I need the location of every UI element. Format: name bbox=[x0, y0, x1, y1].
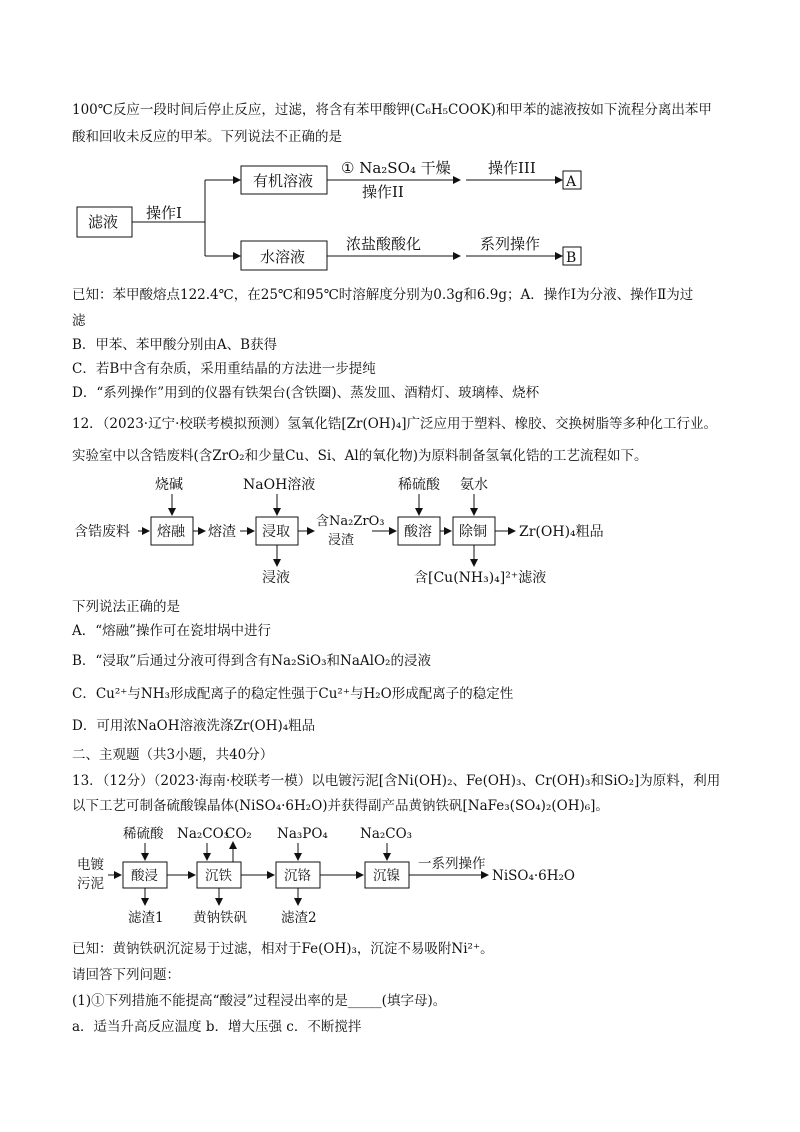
jarosite-label: 黄钠铁矾 bbox=[193, 910, 247, 926]
question-13-known: 已知：黄钠铁矾沉淀易于过滤，相对于Fe(OH)₃，沉淀不易吸附Ni²⁺。 bbox=[72, 941, 494, 957]
question-13-line-1: 13．（12分）（2023·海南·校联考一模）以电镀污泥[含Ni(OH)₂、Fe(OH)₃、Cr(OH)₃和SiO₂]为原料，利用 bbox=[72, 773, 721, 789]
acid-dissolve-label: 酸溶 bbox=[404, 524, 432, 540]
leach-label: 浸取 bbox=[262, 524, 290, 540]
option-c: C．若B中含有杂质，采用重结晶的方法进一步提纯 bbox=[72, 361, 376, 377]
iron-precipitate-label: 沉铁 bbox=[205, 868, 232, 884]
known-line-1: 已知：苯甲酸熔点122.4℃，在25℃和95℃时溶解度分别为0.3g和6.9g；A．操作Ⅰ为分液、操作Ⅱ为过 bbox=[72, 287, 694, 303]
intro-line-2: 酸和回收未反应的甲苯。下列说法不正确的是 bbox=[72, 129, 342, 145]
question-12-line-2: 实验室中以含锆废料(含ZrO₂和少量Cu、Si、Al的氧化物)为原料制备氢氧化锆的工艺流程如下。 bbox=[72, 448, 648, 464]
acid-leach-label: 酸浸 bbox=[131, 868, 158, 884]
melt-slag-label: 熔渣 bbox=[208, 524, 236, 540]
chromium-precipitate-label: 沉铬 bbox=[284, 868, 311, 884]
f3-na2co3-label-1: Na₂CO₃ bbox=[177, 826, 230, 842]
residue-1-label: 滤渣1 bbox=[128, 910, 164, 926]
filtrate-label: 滤液 bbox=[88, 213, 119, 231]
intro-line-1: 100℃反应一段时间后停止反应，过滤，将含有苯甲酸钾(C₆H₅COOK)和甲苯的滤液按如下流程分离出苯甲 bbox=[72, 102, 712, 118]
nickel-precipitate-label: 沉镍 bbox=[373, 868, 400, 884]
copper-filtrate-label: 含[Cu(NH₃)₄]²⁺滤液 bbox=[414, 570, 547, 586]
f3-na2co3-label-2: Na₂CO₃ bbox=[360, 826, 413, 842]
leachate-label: 浸液 bbox=[262, 570, 290, 586]
aqueous-solution-label: 水溶液 bbox=[260, 248, 306, 266]
question-12-option-d: D．可用浓NaOH溶液洗涤Zr(OH)₄粗品 bbox=[72, 718, 316, 734]
f3-series-operation-label: 一系列操作 bbox=[418, 856, 486, 872]
remove-copper-label: 除铜 bbox=[459, 524, 487, 540]
f3-dilute-acid-label: 稀硫酸 bbox=[123, 826, 164, 842]
f3-co2-label: CO₂ bbox=[225, 826, 252, 842]
drying-label: ① Na₂SO₄ 干燥 bbox=[341, 159, 451, 177]
naoh-solution-label: NaOH溶液 bbox=[243, 477, 316, 493]
product-b-label: B bbox=[566, 250, 577, 266]
question-12-option-a: A．“熔融”操作可在瓷坩埚中进行 bbox=[72, 623, 272, 639]
caustic-soda-label: 烧碱 bbox=[155, 477, 183, 493]
operation-2-label: 操作II bbox=[362, 183, 404, 201]
f3-na3po4-label: Na₃PO₄ bbox=[277, 826, 328, 842]
question-12-line-1: 12．（2023·辽宁·校联考模拟预测）氢氧化锆[Zr(OH)₄]广泛应用于塑料、橡胶、交换树脂等多种化工行业。 bbox=[72, 416, 718, 432]
question-12-prompt: 下列说法正确的是 bbox=[72, 599, 180, 615]
known-line-2: 滤 bbox=[72, 313, 86, 329]
melt-label: 熔融 bbox=[157, 524, 185, 540]
product-a-label: A bbox=[566, 174, 577, 190]
question-12-option-c: C．Cu²⁺与NH₃形成配离子的稳定性强于Cu²⁺与H₂O形成配离子的稳定性 bbox=[72, 686, 514, 702]
option-b: B．甲苯、苯甲酸分别由A、B获得 bbox=[72, 337, 278, 353]
series-operation-label: 系列操作 bbox=[480, 235, 541, 253]
operation-3-label: 操作III bbox=[488, 159, 536, 177]
sludge-label-1: 电镀 bbox=[77, 857, 104, 873]
crude-product-label: Zr(OH)₄粗品 bbox=[519, 524, 604, 540]
acidify-label: 浓盐酸酸化 bbox=[346, 235, 422, 253]
question-13-choices: a．适当升高反应温度 b．增大压强 c．不断搅拌 bbox=[72, 1019, 362, 1035]
question-13-line-2: 以下工艺可制备硫酸镍晶体(NiSO₄·6H₂O)并获得副产品黄钠铁矾[NaFe₃(SO₄)₂(OH)₆]。 bbox=[72, 798, 609, 814]
sludge-label-2: 污泥 bbox=[77, 876, 104, 892]
residue-label-2: 浸渣 bbox=[328, 533, 355, 548]
section-heading: 二、主观题（共3小题，共40分） bbox=[72, 747, 274, 763]
ammonia-label: 氨水 bbox=[460, 477, 488, 493]
residue-2-label: 滤渣2 bbox=[281, 910, 317, 926]
option-d: D．“系列操作”用到的仪器有铁架台(含铁圈)、蒸发皿、酒精灯、玻璃棒、烧杯 bbox=[72, 385, 540, 401]
residue-label-1: 含Na₂ZrO₃ bbox=[316, 514, 385, 529]
question-12-option-b: B．“浸取”后通过分液可得到含有Na₂SiO₃和NaAlO₂的浸液 bbox=[72, 653, 431, 669]
nickel-sulfate-product-label: NiSO₄·6H₂O bbox=[492, 868, 575, 884]
dilute-acid-label: 稀硫酸 bbox=[398, 477, 440, 493]
zirconium-waste-label: 含锆废料 bbox=[74, 524, 130, 540]
organic-solution-label: 有机溶液 bbox=[253, 172, 314, 190]
question-13-ask: 请回答下列问题： bbox=[72, 967, 180, 983]
question-13-sub-1: (1)①下列措施不能提高“酸浸”过程浸出率的是_____(填字母)。 bbox=[72, 993, 447, 1009]
operation-1-label: 操作I bbox=[146, 204, 182, 222]
